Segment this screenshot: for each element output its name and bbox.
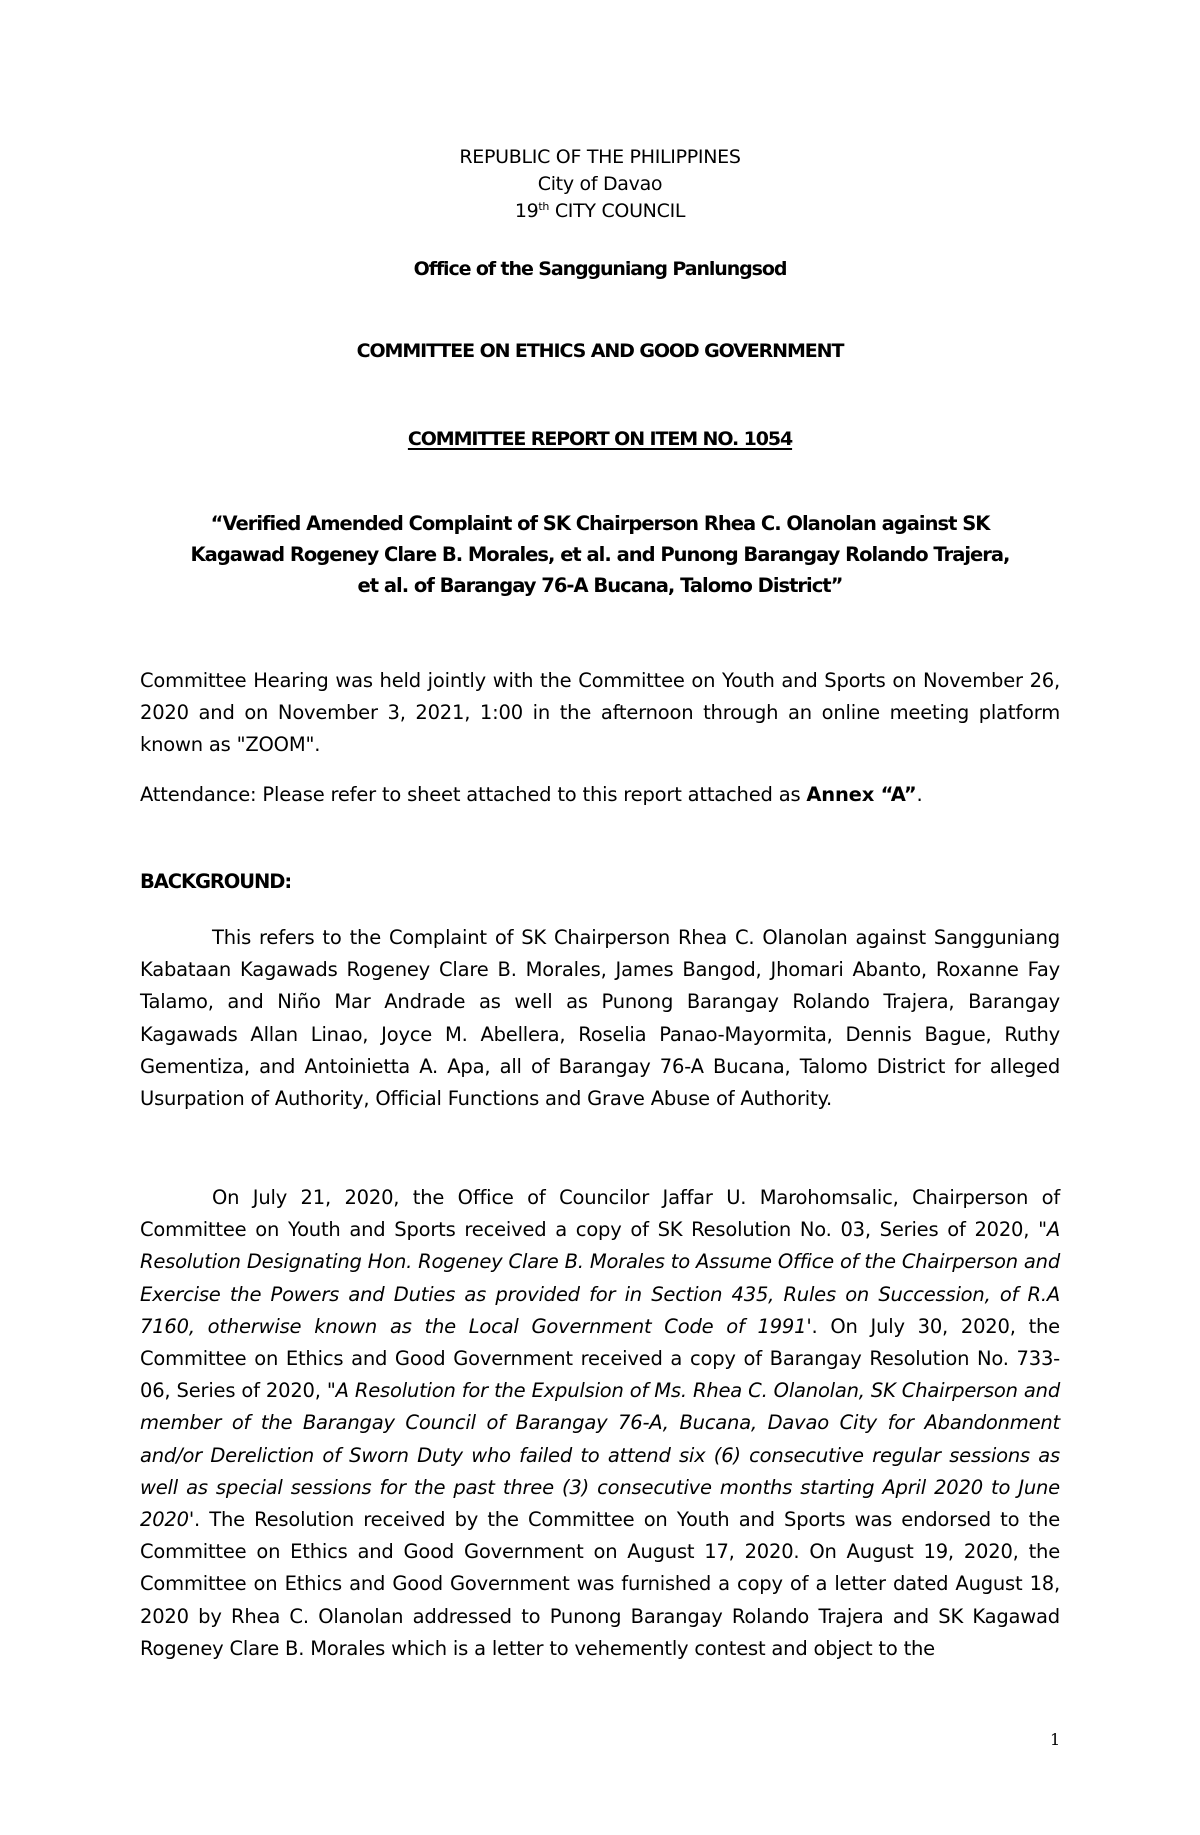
republic-line: REPUBLIC OF THE PHILIPPINES [459, 146, 741, 168]
barangay-resolution-title: A Resolution for the Expulsion of Ms. Rhea C. Olanolan, SK Chairperson and member of the Barangay Council of Barangay 76-A, Bucana, Davao City for Abandonment and/or Dereliction of Sworn Duty who failed to attend six (6) consecutive regular sessions as well as special sessions for the past three (3) consecutive months starting April 2020 to June 2020 [140, 1379, 1060, 1532]
sk-resolution-title: A Resolution Designating Hon. Rogeney Clare B. Morales to Assume Office of the Chairperson and Exercise the Powers and Duties as provided for in Section 435, Rules on Succession, of R.A 7160, otherwise known as the Local Government Code of 1991 [140, 1218, 1060, 1338]
item-title: “Verified Amended Complaint of SK Chairperson Rhea C. Olanolan against SK Kagawad Rogeney Clare B. Morales, et al. and Punong Barangay Rolando Trajera, et al. of Barangay 76-A Bucana, Talomo District” [190, 512, 1010, 597]
attendance-text: Attendance: Please refer to sheet attached to this report attached as [140, 783, 807, 806]
city-line: City of Davao [537, 173, 663, 195]
background-heading: BACKGROUND: [140, 870, 292, 893]
paragraph-2-part-3: '. The Resolution received by the Committee on Youth and Sports was endorsed to the Committee on Ethics and Good Government on August 17, 2020. On August 19, 2020, the Committee on Ethics and Good Government was furnished a copy of a letter dated August 18, 2020 by Rhea C. Olanolan addressed to Punong Barangay Rolando Trajera and SK Kagawad Rogeney Clare B. Morales which is a letter to vehemently contest and object to the [140, 1508, 1060, 1660]
attendance-end: . [916, 783, 923, 806]
council-ordinal-suffix: th [538, 200, 550, 213]
paragraph-2-part-2: '. On July 30, 2020, the Committee on Ethics and Good Government received a copy of Barangay Resolution No. 733-06, Series of 2020, " [140, 1314, 1060, 1403]
letterhead [140, 144, 1060, 225]
council-number: 19 [514, 200, 539, 222]
council-name: CITY COUNCIL [549, 200, 686, 222]
paragraph-2-part-1: On July 21, 2020, the Office of Councilor Jaffar U. Marohomsalic, Chairperson of Committee on Youth and Sports received a copy of SK Resolution No. 03, Series of 2020, " [140, 1186, 1060, 1242]
background-paragraph-1: This refers to the Complaint of SK Chairperson Rhea C. Olanolan against Sangguniang Kabataan Kagawads Rogeney Clare B. Morales, James Bangod, Jhomari Abanto, Roxanne Fay Talamo, and Niño Mar Andrade as well as Punong Barangay Rolando Trajera, Barangay Kagawads Allan Linao, Joyce M. Abellera, Roselia Panao-Mayormita, Dennis Bague, Ruthy Gementiza, and Antoinietta A. Apa, all of Barangay 76-A Bucana, Talomo District for alleged Usurpation of Authority, Official Functions and Grave Abuse of Authority. [140, 926, 1060, 1111]
page-number: 1 [1050, 1730, 1061, 1749]
background-paragraph-2 [140, 1182, 1060, 1665]
council-line [140, 198, 1060, 225]
report-title: COMMITTEE REPORT ON ITEM NO. 1054 [407, 428, 793, 450]
committee-title: COMMITTEE ON ETHICS AND GOOD GOVERNMENT [356, 340, 844, 362]
annex-reference: Annex “A” [806, 783, 917, 806]
hearing-paragraph: Committee Hearing was held jointly with the Committee on Youth and Sports on November 26, 2020 and on November 3, 2021, 1:00 in the afternoon through an online meeting platform known as "ZOOM". [140, 669, 1060, 757]
attendance-paragraph [140, 779, 1060, 811]
office-title: Office of the Sangguniang Panlungsod [413, 258, 787, 280]
